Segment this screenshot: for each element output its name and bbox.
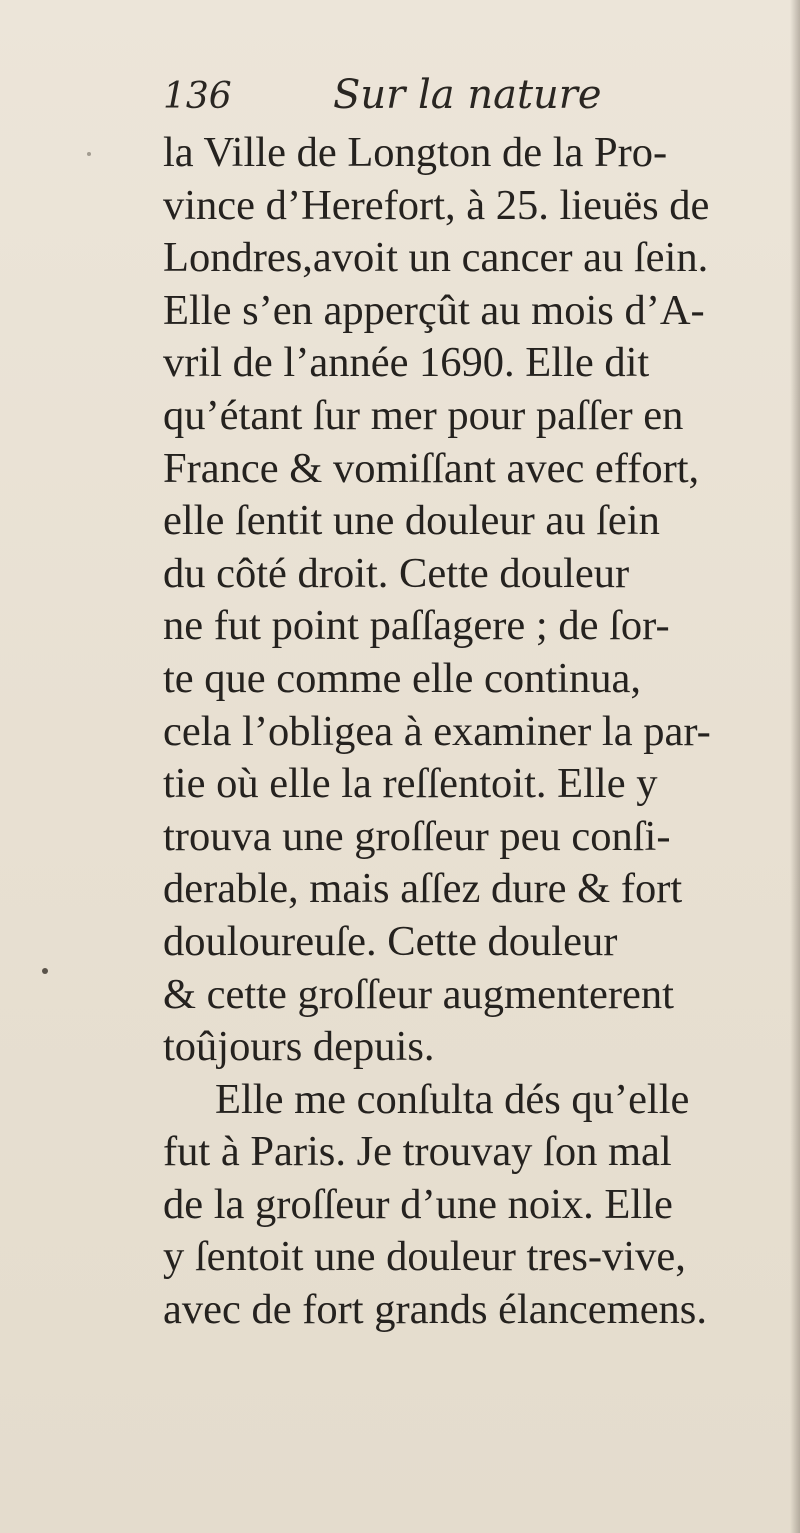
running-head [163, 72, 763, 132]
text-line: Elle s’en apperçût au mois d’A- [163, 286, 705, 334]
text-line: y ſentoit une douleur tres-vive, [163, 1233, 686, 1281]
text-line: France & vomiſſant avec effort, [163, 444, 700, 492]
text-line: ne fut point paſſagere ; de ſor- [163, 602, 670, 650]
text-line: vince d’Herefort, à 25. lieuës de [163, 181, 710, 229]
text-line: douloureuſe. Cette douleur [163, 917, 618, 965]
text-line: & cette groſſeur augmenterent [163, 970, 674, 1018]
text-line: vril de l’année 1690. Elle dit [163, 339, 650, 387]
text-line: Elle me conſulta dés qu’elle [215, 1075, 690, 1123]
text-line: trouva une groſſeur peu conſi- [163, 812, 671, 860]
text-line: tie où elle la reſſentoit. Elle y [163, 760, 658, 808]
paper-speck [42, 968, 48, 974]
text-line: fut à Paris. Je trouvay ſon mal [163, 1128, 672, 1176]
page-edge-shadow [790, 0, 800, 1533]
running-title: Sur la nature [333, 72, 602, 118]
text-line: elle ſentit une douleur au ſein [163, 497, 660, 545]
text-line: derable, mais aſſez dure & fort [163, 865, 683, 913]
text-line: du côté droit. Cette douleur [163, 549, 630, 597]
text-line: toûjours depuis. [163, 1023, 435, 1071]
paper-speck [87, 152, 91, 156]
text-line: de la groſſeur d’une noix. Elle [163, 1180, 673, 1228]
text-line: Londres,avoit un cancer au ſein. [163, 234, 709, 282]
page-number: 136 [163, 76, 232, 117]
text-line: cela l’obligea à examiner la par- [163, 707, 711, 755]
text-line: avec de fort grands élancemens. [163, 1286, 707, 1334]
text-line: qu’étant ſur mer pour paſſer en [163, 391, 684, 439]
text-line: la Ville de Longton de la Pro- [163, 129, 668, 176]
text-line: te que comme elle continua, [163, 654, 641, 702]
body-text [163, 127, 769, 1337]
